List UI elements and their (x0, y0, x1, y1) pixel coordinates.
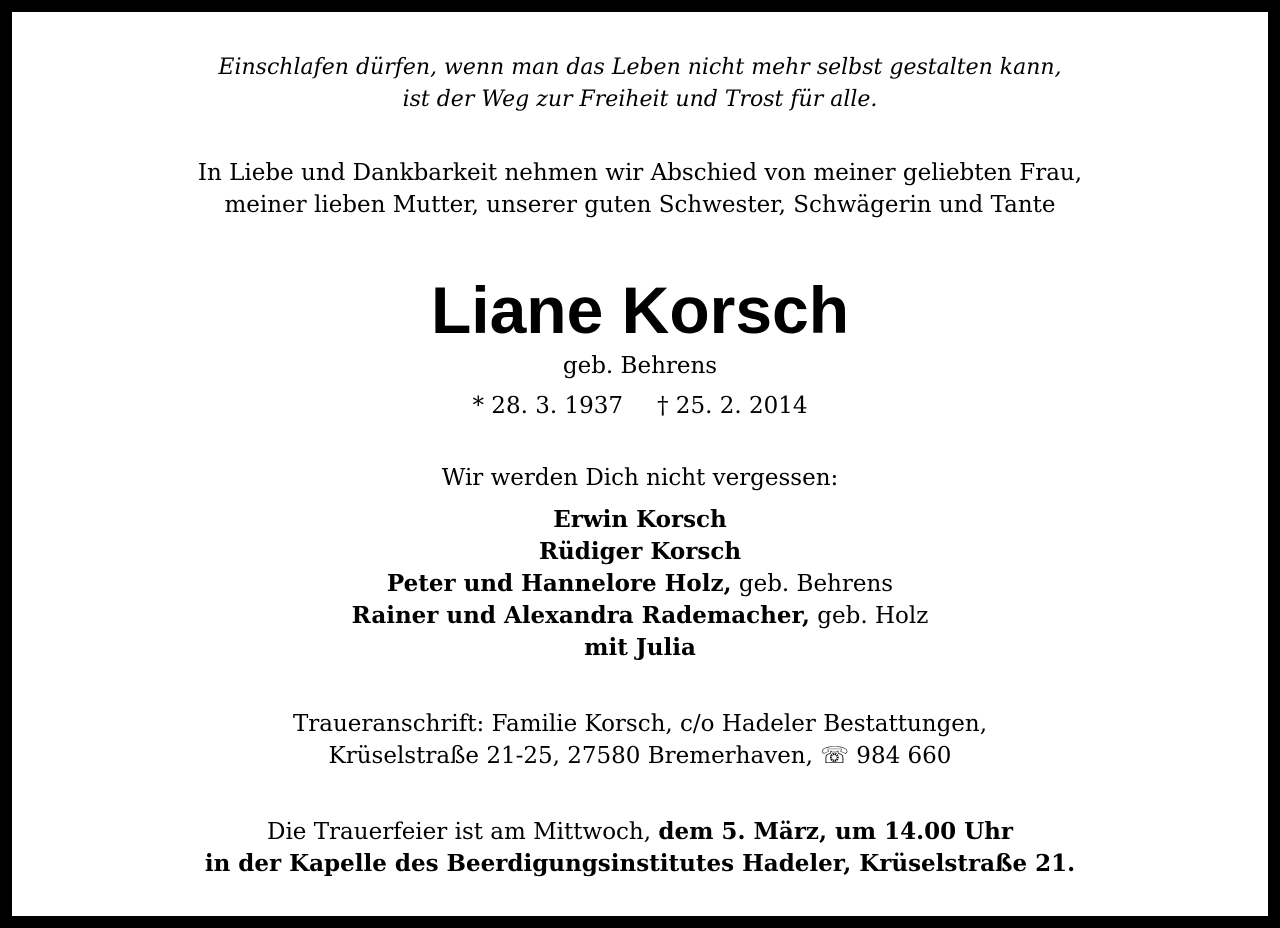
mourner-suffix: geb. Holz (809, 603, 929, 629)
service-line-1 (12, 816, 1268, 848)
motto-line-2: ist der Weg zur Freiheit und Trost für alle. (402, 87, 878, 112)
mourner-entry (12, 600, 1268, 632)
service-date-time: dem 5. März, um 14.00 Uhr (658, 818, 1013, 845)
address-line-1: Traueranschrift: Familie Korsch, c/o Hadeler Bestattungen, (292, 711, 988, 737)
mourner-name: Rainer und Alexandra Rademacher, (351, 602, 810, 629)
mourners-list (12, 504, 1268, 664)
mourning-address (12, 708, 1268, 772)
mourner-entry (12, 504, 1268, 536)
service-location: in der Kapelle des Beerdigungsinstitutes Hadeler, Krüselstraße 21. (204, 850, 1076, 877)
mourner-entry (12, 536, 1268, 568)
motto-line-1: Einschlafen dürfen, wenn man das Leben nicht mehr selbst gestalten kann, (218, 55, 1062, 80)
mourner-name: Peter und Hannelore Holz, (386, 570, 732, 597)
death-date: † 25. 2. 2014 (657, 393, 808, 419)
motto-quote (12, 52, 1268, 116)
intro-line-2: meiner lieben Mutter, unserer guten Schwester, Schwägerin und Tante (224, 192, 1056, 218)
mourner-entry (12, 568, 1268, 600)
service-day: Die Trauerfeier ist am Mittwoch, (267, 819, 659, 845)
remembrance-line: Wir werden Dich nicht vergessen: (441, 465, 839, 491)
obituary-notice (12, 12, 1268, 916)
mourner-suffix: geb. Behrens (731, 571, 894, 597)
intro-text (12, 157, 1268, 221)
intro-line-1: In Liebe und Dankbarkeit nehmen wir Abschied von meiner geliebten Frau, (197, 160, 1083, 186)
life-dates (12, 390, 1268, 422)
mourner-name: mit Julia (584, 634, 696, 661)
deceased-name: Liane Korsch (430, 273, 850, 347)
birth-date: * 28. 3. 1937 (472, 393, 623, 419)
maiden-name: geb. Behrens (562, 353, 718, 379)
funeral-service-info (12, 816, 1268, 880)
mourner-entry (12, 632, 1268, 664)
mourner-name: Erwin Korsch (553, 506, 727, 533)
mourner-name: Rüdiger Korsch (538, 538, 742, 565)
address-line-2: Krüselstraße 21-25, 27580 Bremerhaven, ☏ 984 660 (328, 743, 952, 769)
